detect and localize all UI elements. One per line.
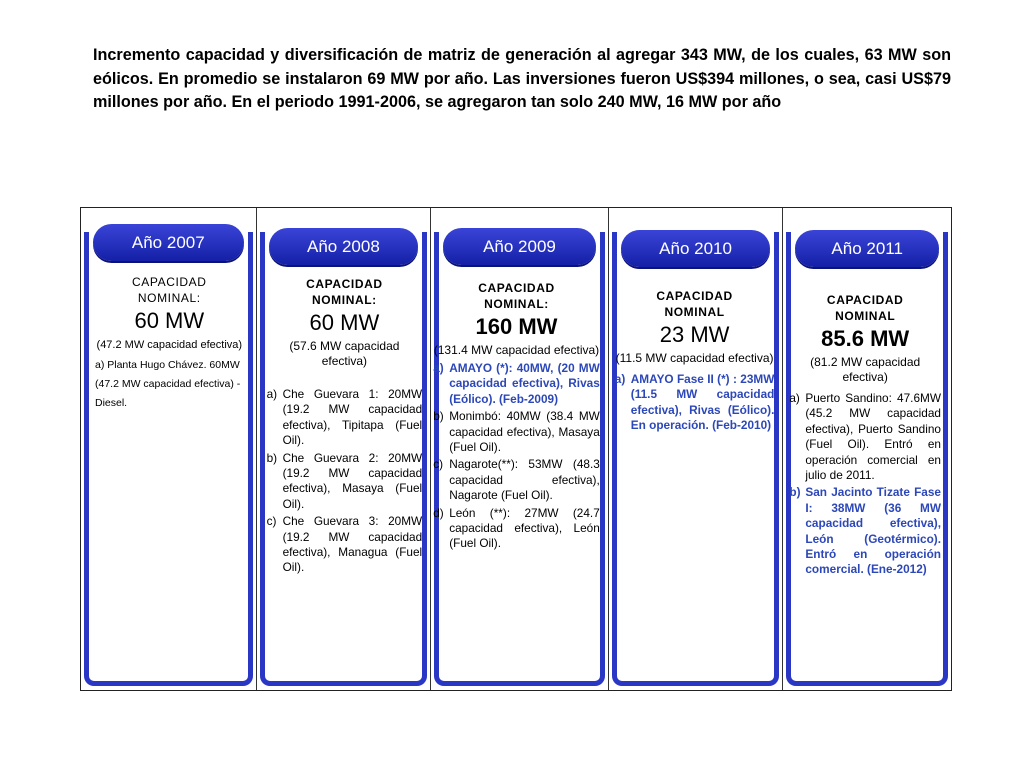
list-item: c) Che Guevara 3: 20MW (19.2 MW capacidad efectiva), Managua (Fuel Oil). <box>266 514 423 575</box>
list-item: d) León (**): 27MW (24.7 capacidad efectiva), León (Fuel Oil). <box>433 505 600 551</box>
year-header: Año 2011 <box>795 230 939 267</box>
capacity-label-line2: NOMINAL <box>664 305 725 319</box>
year-header: Año 2007 <box>93 224 244 261</box>
plant-list <box>615 372 775 434</box>
nominal-mw: 160 MW <box>475 314 558 339</box>
list-item: a) Planta Hugo Chávez. 60MW (47.2 MW capacidad efectiva) - Diesel. <box>95 359 241 409</box>
year-column-2011 <box>783 208 951 690</box>
effective-capacity: (11.5 MW capacidad efectiva) <box>615 351 774 365</box>
capacity-label-line1: CAPACIDAD <box>306 277 383 291</box>
effective-capacity: (47.2 MW capacidad efectiva) <box>96 339 243 351</box>
capacity-label-line2: NOMINAL <box>835 309 896 323</box>
list-item: a) AMAYO (*): 40MW, (20 MW capacidad efectiva), Rivas (Eólico). (Feb-2009) <box>433 361 600 406</box>
nominal-mw: 60 MW <box>309 310 380 335</box>
effective-capacity: (57.6 MW capacidad efectiva) <box>289 339 400 368</box>
list-item: a) Che Guevara 1: 20MW (19.2 MW capacidad efectiva), Tipitapa (Fuel Oil). <box>266 387 423 448</box>
timeline-table <box>80 207 952 691</box>
list-item: c) Nagarote(**): 53MW (48.3 capacidad efectiva), Nagarote (Fuel Oil). <box>433 457 600 503</box>
capacity-label-line1: CAPACIDAD <box>132 275 207 289</box>
year-header: Año 2008 <box>269 228 419 265</box>
year-column-2010 <box>609 208 784 690</box>
list-item: b) Monimbó: 40MW (38.4 MW capacidad efectiva), Masaya (Fuel Oil). <box>433 409 600 455</box>
capacity-label-line1: CAPACIDAD <box>478 281 555 295</box>
year-header: Año 2010 <box>621 230 771 267</box>
capacity-label-line1: CAPACIDAD <box>826 293 904 307</box>
list-item: b) San Jacinto Tizate Fase I: 38MW (36 MW capacidad efectiva), León (Geotérmico). Entró en operación comercial. (Ene-2012) <box>789 485 941 577</box>
effective-capacity: (131.4 MW capacidad efectiva) <box>433 343 600 357</box>
effective-capacity: (81.2 MW capacidad efectiva) <box>810 355 921 384</box>
capacity-label-line2: NOMINAL: <box>484 297 549 311</box>
nominal-mw: 60 MW <box>134 308 205 333</box>
plant-list <box>95 356 244 413</box>
nominal-mw: 23 MW <box>659 322 730 347</box>
year-column-2007 <box>81 208 257 690</box>
intro-paragraph: Incremento capacidad y diversificación de matriz de generación al agregar 343 MW, de los cuales, 63 MW son eólicos. En promedio se instalaron 69 MW por año. Las inversiones fueron US$394 millones, o sea, casi US$79 millones por año. En el periodo 1991-2006, se agregaron tan solo 240 MW, 16 MW por año <box>93 46 951 111</box>
plant-list <box>267 387 423 576</box>
plant-list <box>789 391 941 578</box>
nominal-mw: 85.6 MW <box>821 326 910 351</box>
list-item: b) Che Guevara 2: 20MW (19.2 MW capacidad efectiva), Masaya (Fuel Oil). <box>266 450 423 511</box>
list-item: a) AMAYO Fase II (*) : 23MW (11.5 MW capacidad efectiva), Rivas (Eólico). En operación. (Feb-2010) <box>614 372 775 433</box>
year-header: Año 2009 <box>443 228 596 265</box>
capacity-label-line2: NOMINAL: <box>137 291 201 305</box>
plant-list <box>433 361 600 552</box>
year-column-2009 <box>431 208 609 690</box>
year-column-2008 <box>257 208 432 690</box>
capacity-label-line1: CAPACIDAD <box>656 289 733 303</box>
list-item: a) Puerto Sandino: 47.6MW (45.2 MW capacidad efectiva), Puerto Sandino (Fuel Oil). Entró en operación comercial en julio de 2011. <box>789 391 941 483</box>
capacity-label-line2: NOMINAL: <box>311 293 377 307</box>
